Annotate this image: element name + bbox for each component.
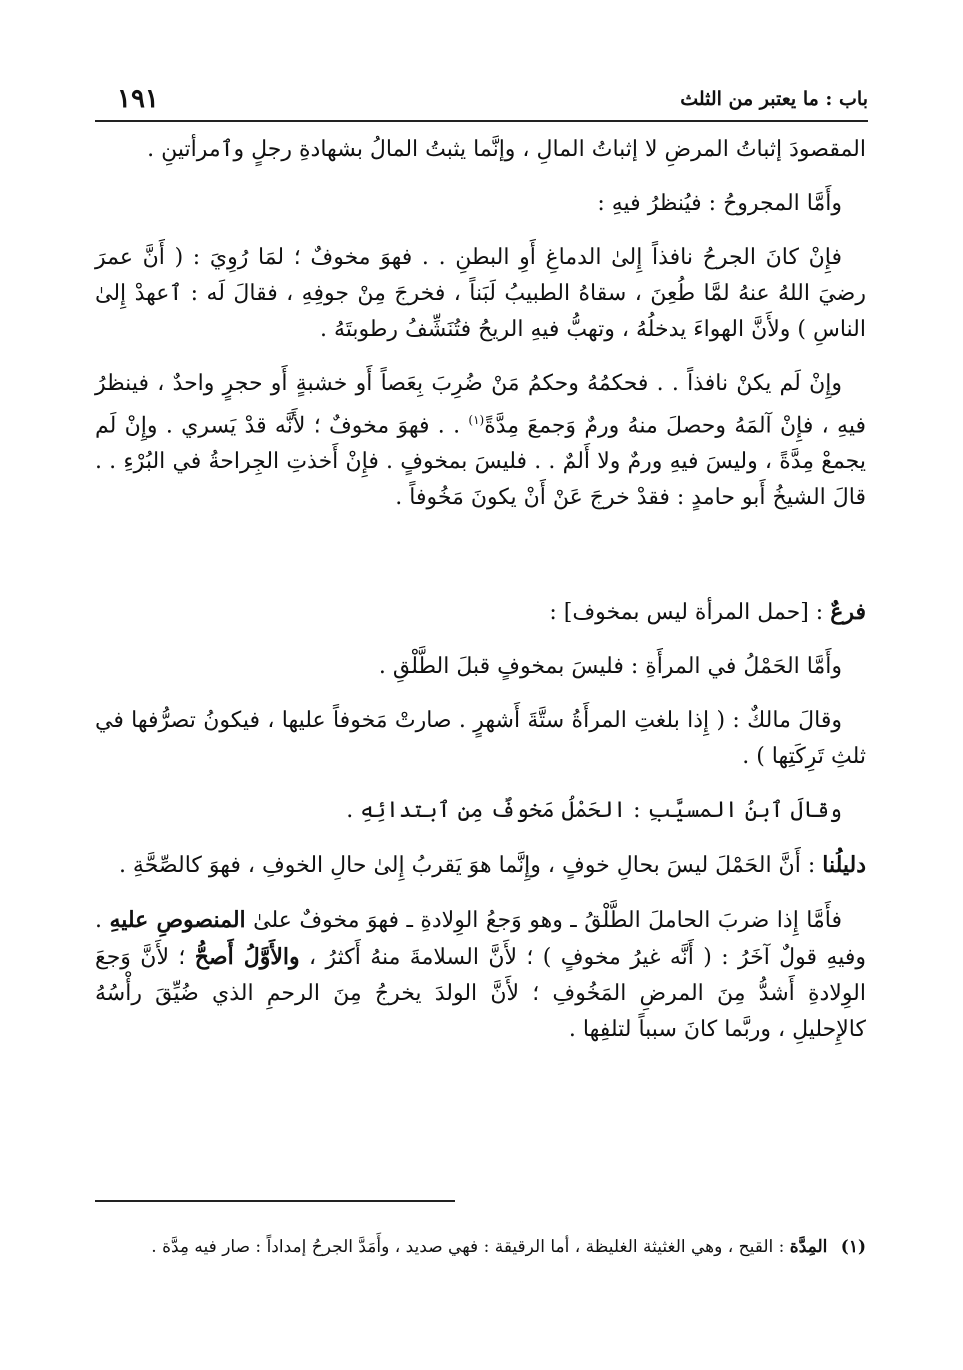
paragraph-1: المقصودَ إثباتُ المرضِ لا إثباتُ المالِ ، وإنَّما يثبتُ المالُ بشهادةِ رجلٍ وٱمرأتينِ . — [147, 137, 866, 162]
paragraph-9-bold-1: المنصوصِ عليهِ — [109, 907, 246, 934]
paragraph-8 — [95, 847, 866, 884]
footnote-text: : القيح ، وهي الغثيثة الغليظة ، أما الرقيقة : فهي صديد ، وأَمَدَّ الجرحُ إمداداً : صار فيه مِدَّة . — [151, 1237, 785, 1257]
paragraph-2: وأَمَّا المجروحُ : فيُنظرُ فيهِ : — [597, 191, 842, 216]
footnote-reference[interactable]: (١) — [468, 413, 485, 427]
paragraph-3: فإِنْ كانَ الجرحُ نافذاً إِلىٰ الدماغِ أَوِ البطنِ . . فهوَ مخوفٌ ؛ لمَا رُوِيَ : ( أَنَّ عمرَ رضيَ اللهُ عنهُ لمَّا طُعِنَ ، سقاهُ الطبيبُ لَبَناً ، فخرجَ مِنْ جوفِهِ ، فقالَ لَه : ٱعهدْ إِلىٰ الناسِ ) ولأَنَّ الهواءَ يدخلُهُ ، وتهبُّ فيهِ الريحُ فتُنَشِّفُ رطوبتَهُ . — [95, 245, 866, 342]
far-title: : [حمل المرأة ليس بمخوف] : — [549, 600, 824, 626]
paragraph-4-part-b: . . فهوَ مخوفٌ ؛ لأَنَّه قدْ يَسري . وإِنْ لَم يجمعْ مِدَّةً ، وليسَ فيهِ ورمٌ ولا أَلمٌ . . فليسَ بمخوفٍ . فإِنْ أَخذتِ الجِراحةُ في البُرْءِ . . قالَ الشيخُ أَبو حامدٍ : فقدْ خرجَ عَنْ أَنْ يكونَ مَخُوفاً . — [95, 413, 866, 511]
footnote — [95, 1232, 866, 1262]
paragraph-9-part-b: . وفيهِ قولٌ آخَرُ : ( أَنَّه غيرُ مخوفٍ ) ؛ لأَنَّ السلامةَ منهُ أَكثرُ ، — [95, 908, 866, 971]
page-number: ١٩١ — [117, 84, 159, 114]
footnote-separator — [95, 1200, 455, 1202]
far-heading — [95, 594, 866, 631]
section-gap — [95, 534, 866, 594]
section-title: باب : ما يعتبر من الثلث — [680, 88, 868, 110]
paragraph-5: وأَمَّا الحَمْلُ في المرأَةِ : فليسَ بمخوفٍ قبلَ الطَّلْقِ . — [378, 654, 842, 680]
far-label: فرعٌ — [830, 599, 866, 626]
paragraph-4 — [95, 366, 866, 516]
paragraph-9-part-c: ؛ لأَنَّ وَجعَ الوِلادةِ أَشدُّ مِنَ المرضِ المَخُوفِ ؛ لأَنَّ الولدَ يخرجُ مِنَ الرحمِ الذي ضُيِّقَ رأْسُهُ كالإِحليلِ ، وربَّما كانَ سبباً لتلفِها . — [95, 945, 866, 1043]
main-text — [95, 132, 866, 1066]
paragraph-6: وقالَ مالكٌ : ( إِذا بلغتِ المرأَةُ ستَّةَ أَشهرٍ . صارتْ مَخوفاً عليها ، فيكونُ تصرُّفها في ثلثِ تَرِكَتِها ) . — [95, 708, 866, 770]
dalil-label: دليلُنا — [822, 852, 866, 879]
footnote-term: المِدَّة — [789, 1237, 828, 1257]
paragraph-8-text: : أَنَّ الحَمْلَ ليسَ بحالِ خوفٍ ، وإِنَّما هوَ يَقربُ إِلىٰ حالِ الخوفِ ، فهوَ كالصِّحَّةِ . — [118, 853, 816, 879]
footnote-mark: (١) — [840, 1237, 866, 1257]
paragraph-9 — [95, 902, 866, 1048]
paragraph-7: وقالَ ٱبنُ المسيَّبِ : الحَمْلُ مَخوفٌ مِنِ ٱبتدائِهِ . — [346, 798, 842, 824]
paragraph-9-bold-2: والأَوَّلُ أَصحُّ — [194, 944, 300, 971]
page-header — [95, 84, 868, 122]
paragraph-9-part-a: فأَمَّا إِذا ضربَ الحاملَ الطَّلْقُ ـ وهو وَجعُ الوِلادةِ ـ فهوَ مخوفٌ علىٰ — [253, 908, 842, 934]
paragraph-4-part-a: وإِنْ لَم يكنْ نافذاً . . فحكمُهُ وحكمُ مَنْ ضُرِبَ بِعَصاً أَو خشبةٍ أَو حجرٍ واحدٌ ، فينظرُ فيهِ ، فإِنْ آلمَهُ وحصلَ منهُ ورمٌ وَجمعَ مِدَّةً — [95, 371, 866, 439]
